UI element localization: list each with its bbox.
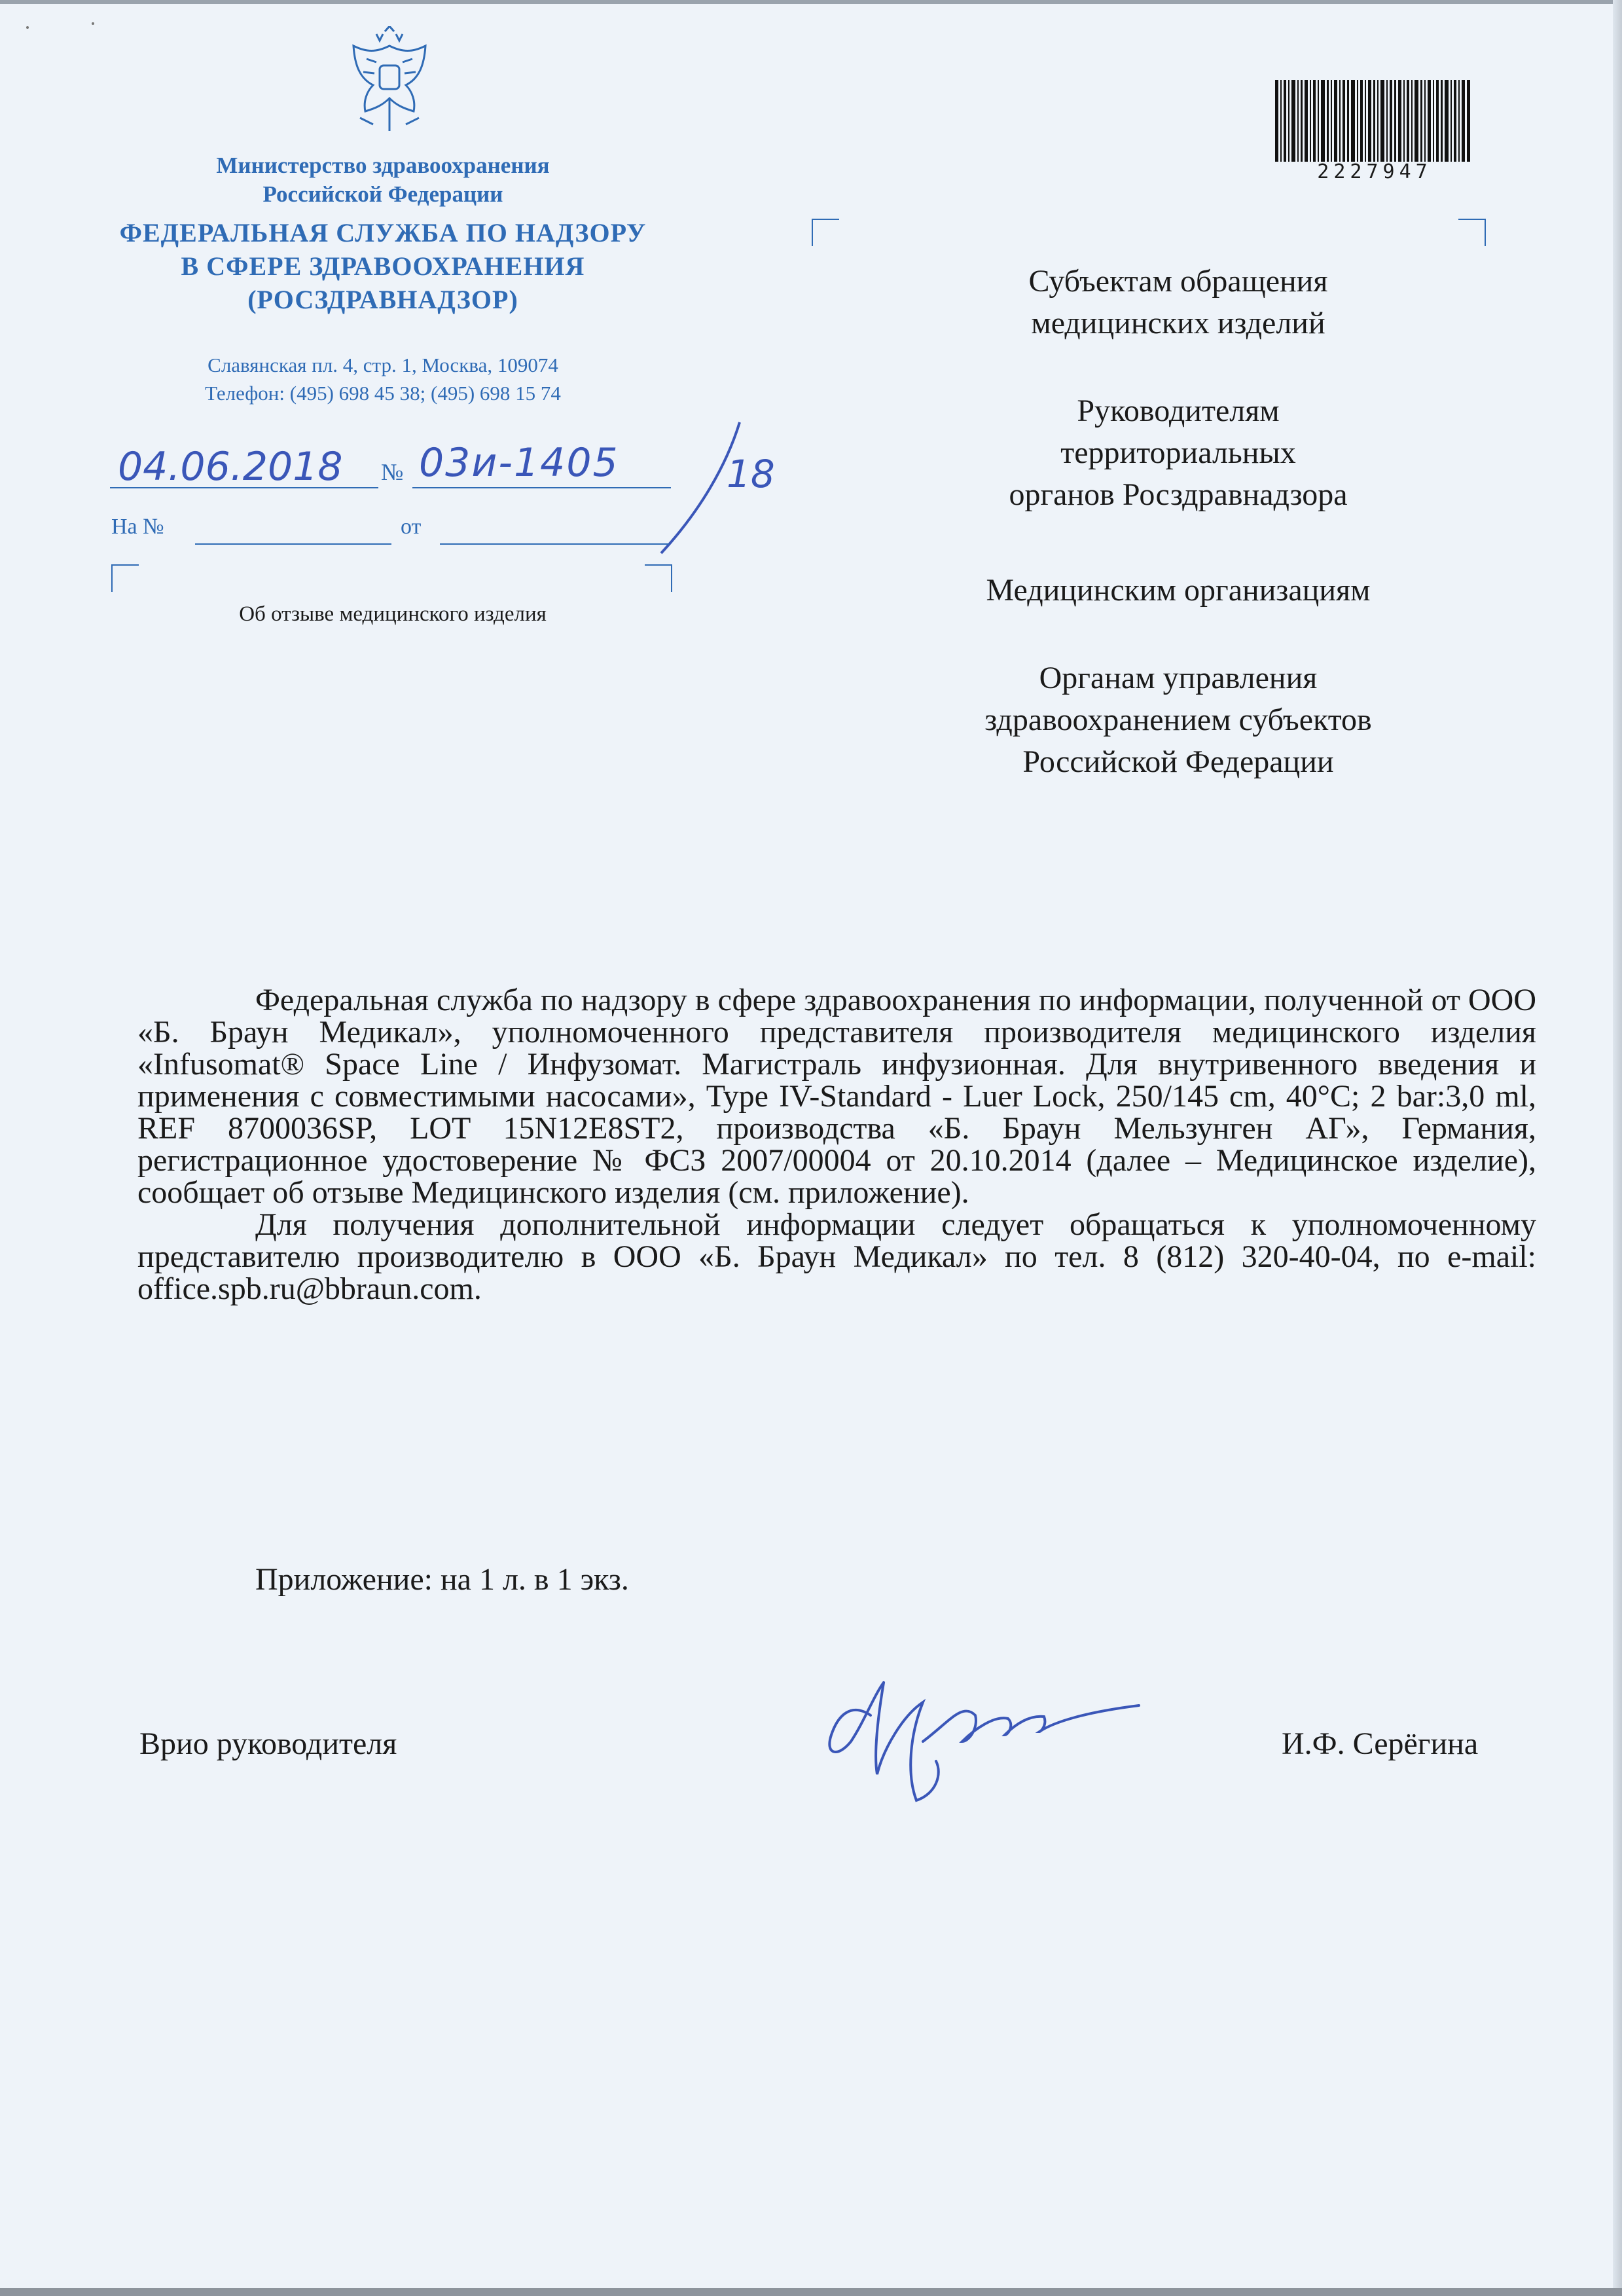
attachment-note: Приложение: на 1 л. в 1 экз. — [255, 1562, 629, 1597]
registration-year: 18 — [727, 452, 775, 496]
addressee-1-line1: Субъектам обращения — [1028, 264, 1328, 299]
date-underline — [110, 487, 378, 488]
signatory-position: Врио руководителя — [139, 1726, 397, 1761]
addressee-4-line2: здравоохранением субъектов — [984, 702, 1372, 737]
scan-right-edge — [1613, 0, 1622, 2296]
address-line: Славянская пл. 4, стр. 1, Москва, 109074 — [207, 354, 558, 376]
reference-number-blank — [195, 543, 391, 545]
scan-top-edge — [0, 0, 1622, 4]
barcode — [1275, 80, 1471, 162]
addressee-3-line1: Медицинским организациям — [986, 573, 1371, 608]
ministry-name-line2: Российской Федерации — [262, 181, 503, 207]
reference-date-blank — [440, 543, 669, 545]
signatory-name: И.Ф. Серёгина — [1282, 1726, 1479, 1761]
service-name-line2: В СФЕРЕ ЗДРАВООХРАНЕНИЯ — [181, 251, 585, 281]
scan-speck — [26, 26, 29, 29]
letter-body — [137, 984, 1536, 1305]
ministry-name-line1: Министерство здравоохранения — [216, 153, 550, 178]
number-underline — [412, 487, 671, 488]
addressee-2-line3: органов Росздравнадзора — [1009, 477, 1348, 512]
subject-corner-left — [111, 564, 139, 592]
scan-speck — [92, 22, 94, 25]
handwritten-signature — [812, 1643, 1152, 1813]
addressee-2-line1: Руководителям — [1077, 393, 1280, 428]
service-name-line1: ФЕДЕРАЛЬНАЯ СЛУЖБА ПО НАДЗОРУ — [119, 218, 647, 247]
barcode-number: 2227947 — [1317, 160, 1432, 183]
scan-bottom-edge — [0, 2288, 1622, 2296]
reference-from-label: от — [401, 515, 422, 539]
addressee-4-line1: Органам управления — [1039, 661, 1318, 695]
addressee-corner-left — [812, 219, 839, 246]
addressee-corner-right — [1458, 219, 1486, 246]
registration-number: 03и-1405 — [419, 440, 619, 486]
body-paragraph-1: Федеральная служба по надзору в сфере здравоохранения по информации, полученной от ООО «Б. Браун Медикал», уполномоченного представителя производителя медицинского изделия «Infusomat® Space Line / Инфузомат. Магистраль инфузионная. Для внутривенного введения и применения с совместимыми насосами», Type IV-Standard - Luer Lock, 250/145 cm, 40°C; 2 bar:3,0 ml, REF 8700036SP, LOT 15N12E8ST2, производства «Б. Браун Мельзунген АГ», Германия, регистрационное удостоверение № ФСЗ 2007/00004 от 20.10.2014 (далее – Медицинское изделие), сообщает об отзыве Медицинского изделия (см. приложение). — [137, 983, 1536, 1210]
subject-line: Об отзыве медицинского изделия — [239, 602, 547, 626]
reference-number-label: На № — [111, 515, 164, 539]
number-label: № — [381, 459, 404, 485]
subject-corner-right — [645, 564, 672, 592]
addressee-4-line3: Российской Федерации — [1022, 744, 1334, 779]
addressee-1-line2: медицинских изделий — [1031, 306, 1325, 340]
phone-line: Телефон: (495) 698 45 38; (495) 698 15 74 — [205, 382, 561, 405]
addressee-2-line2: территориальных — [1060, 435, 1296, 470]
body-paragraph-2: Для получения дополнительной информации следует обращаться к уполномоченному представителю производителю в ООО «Б. Браун Медикал» по тел. 8 (812) 320-40-04, по e-mail: office.spb.ru@bbraun.com. — [137, 1207, 1536, 1306]
coat-of-arms-emblem — [340, 26, 439, 137]
registration-date: 04.06.2018 — [118, 444, 343, 490]
service-name-line3: (РОСЗДРАВНАДЗОР) — [247, 285, 518, 314]
